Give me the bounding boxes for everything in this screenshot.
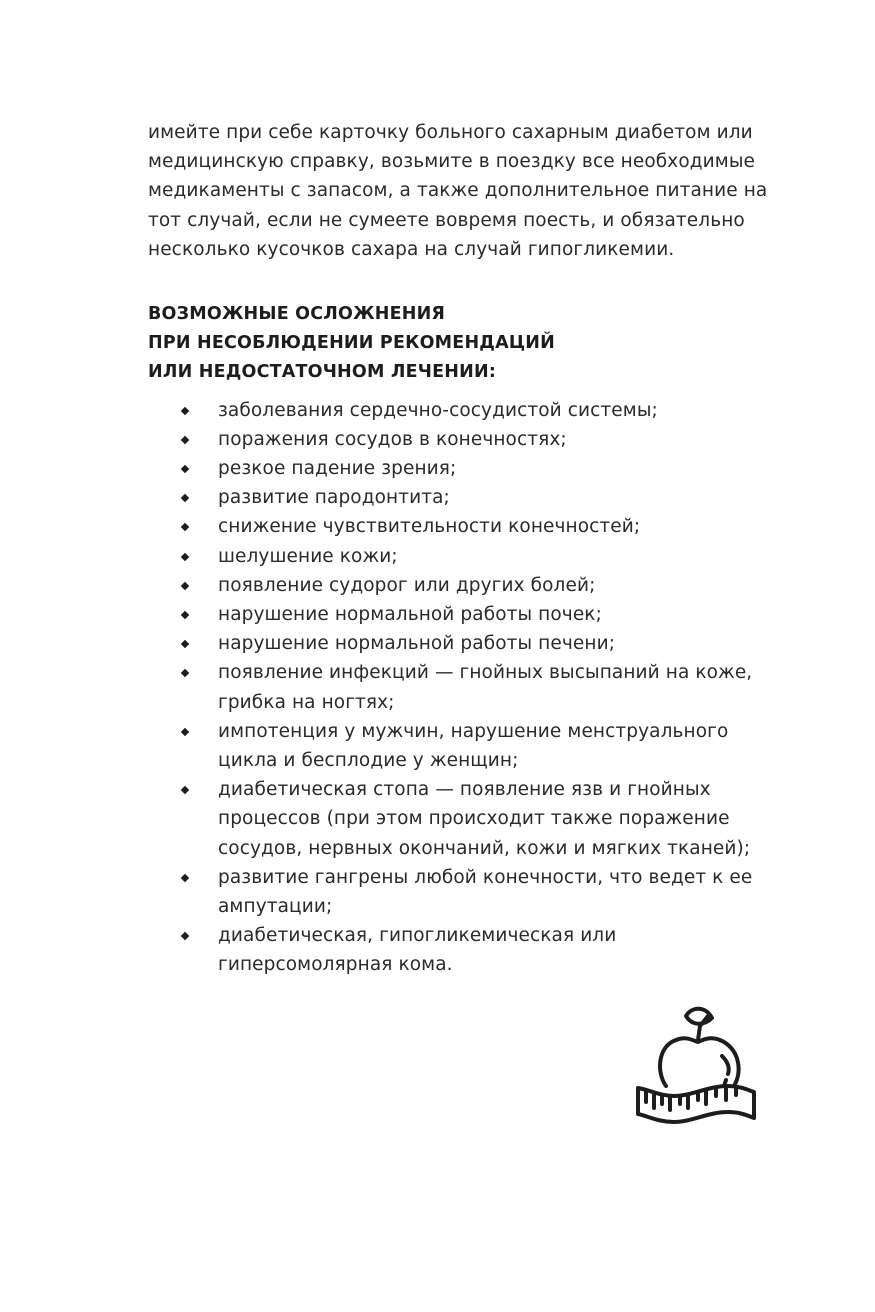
diamond-bullet-icon: [181, 640, 189, 648]
heading-line-3: ИЛИ НЕДОСТАТОЧНОМ ЛЕЧЕНИИ:: [148, 362, 497, 383]
diamond-bullet-icon: [181, 611, 189, 619]
list-item: резкое падение зрения;: [148, 454, 768, 483]
diamond-bullet-icon: [181, 465, 189, 473]
list-item: нарушение нормальной работы печени;: [148, 629, 768, 658]
heading-line-2: ПРИ НЕСОБЛЮДЕНИИ РЕКОМЕНДАЦИЙ: [148, 333, 555, 354]
list-item: шелушение кожи;: [148, 542, 768, 571]
list-item: поражения сосудов в конечностях;: [148, 425, 768, 454]
list-item: развитие пародонтита;: [148, 483, 768, 512]
diamond-bullet-icon: [181, 669, 189, 677]
list-item: нарушение нормальной работы почек;: [148, 600, 768, 629]
list-item: снижение чувствительности конечностей;: [148, 512, 768, 541]
complications-list: [148, 396, 768, 980]
section-heading: [148, 300, 768, 388]
list-item: диабетическая, гипогликемическая или гиперсомолярная кома.: [148, 921, 768, 979]
page-content: [148, 118, 768, 980]
apple-measuring-tape-icon: [630, 998, 760, 1126]
list-item: импотенция у мужчин, нарушение менструального цикла и бесплодие у женщин;: [148, 717, 768, 775]
diamond-bullet-icon: [181, 494, 189, 502]
diamond-bullet-icon: [181, 523, 189, 531]
diamond-bullet-icon: [181, 874, 189, 882]
diamond-bullet-icon: [181, 552, 189, 560]
diamond-bullet-icon: [181, 786, 189, 794]
list-item: диабетическая стопа — появление язв и гнойных процессов (при этом происходит также поражение сосудов, нервных окончаний, кожи и мягких тканей);: [148, 775, 768, 863]
list-item: появление судорог или других болей;: [148, 571, 768, 600]
list-item: развитие гангрены любой конечности, что ведет к ее ампутации;: [148, 863, 768, 921]
heading-line-1: ВОЗМОЖНЫЕ ОСЛОЖНЕНИЯ: [148, 304, 446, 325]
list-item: появление инфекций — гнойных высыпаний на коже, грибка на ногтях;: [148, 658, 768, 716]
diamond-bullet-icon: [181, 436, 189, 444]
list-item: заболевания сердечно-сосудистой системы;: [148, 396, 768, 425]
diamond-bullet-icon: [181, 932, 189, 940]
intro-paragraph: имейте при себе карточку больного сахарным диабетом или медицинскую справку, возьмите в поездку все необходимые медикаменты с запасом, а также дополнительное питание на тот случай, если не сумеете вовремя поесть, и обязательно несколько кусочков сахара на случай гипогликемии.: [148, 122, 768, 260]
diamond-bullet-icon: [181, 728, 189, 736]
diamond-bullet-icon: [181, 406, 189, 414]
diamond-bullet-icon: [181, 582, 189, 590]
